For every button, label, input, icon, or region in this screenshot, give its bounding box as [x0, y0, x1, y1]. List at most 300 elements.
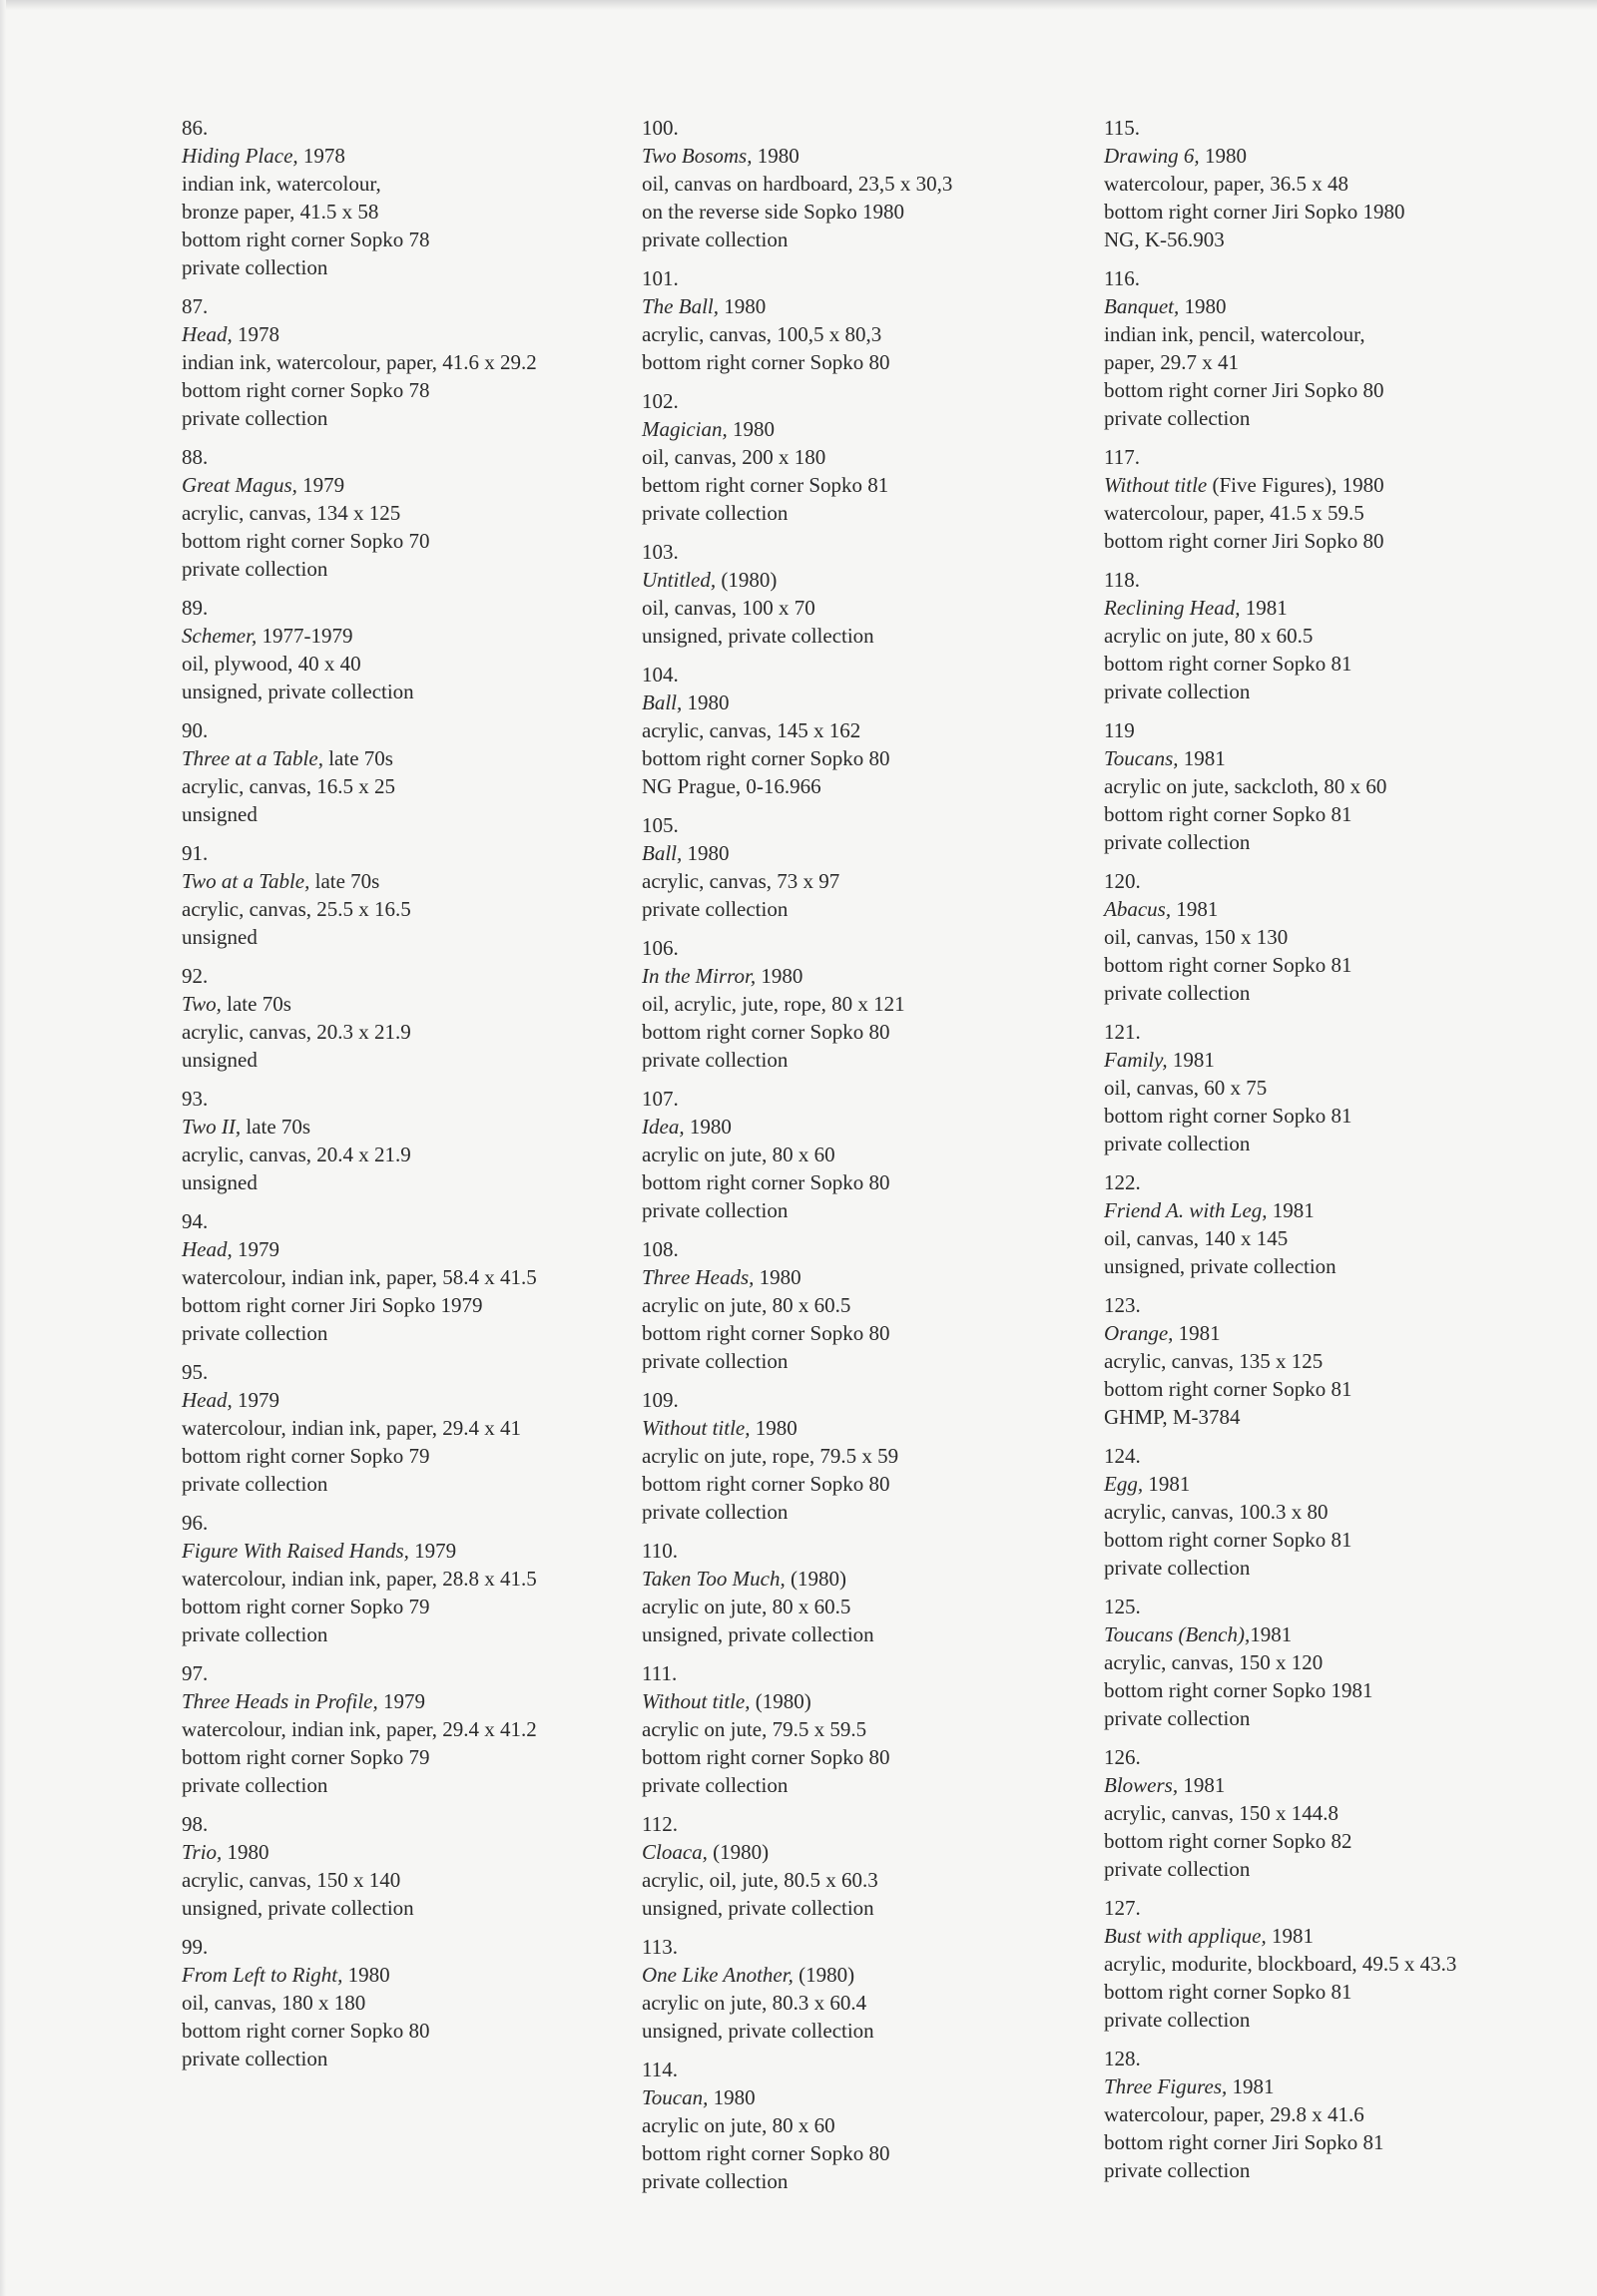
- catalogue-column-2: [642, 114, 1091, 2206]
- entry-title: Three Figures,: [1104, 2074, 1228, 2098]
- entry-number: 87.: [182, 294, 209, 318]
- entry-title-line: [1104, 895, 1593, 923]
- entry-date: 1980: [1199, 144, 1247, 168]
- entry-detail-line: oil, plywood, 40 x 40: [182, 652, 361, 676]
- entry-detail-line: private collection: [182, 255, 328, 279]
- entry-number: 92.: [182, 964, 209, 988]
- entry-detail-line: bottom right corner Jiri Sopko 80: [1104, 378, 1384, 402]
- entry-title-line: [642, 1687, 1091, 1715]
- entry-title: Magician,: [642, 417, 728, 441]
- entry-detail-line: unsigned: [182, 802, 258, 826]
- entry-detail-line: bottom right corner Jiri Sopko 1980: [1104, 200, 1405, 224]
- entry-detail-line: bottom right corner Sopko 81: [1104, 802, 1352, 826]
- catalogue-entry: [642, 1933, 1091, 2045]
- entry-title-line: [182, 744, 621, 772]
- entry-title: Blowers,: [1104, 1773, 1179, 1797]
- entry-detail-line: private collection: [1104, 830, 1251, 854]
- entry-date: (1980): [793, 1963, 855, 1987]
- catalogue-column-1: [182, 114, 621, 2083]
- entry-detail-line: bottom right corner Sopko 80: [642, 1020, 890, 1044]
- entry-detail-line: private collection: [642, 1048, 789, 1072]
- entry-number: 114.: [642, 2058, 678, 2081]
- catalogue-entry: [182, 839, 621, 951]
- entry-detail-line: acrylic, canvas, 73 x 97: [642, 869, 840, 893]
- entry-number: 98.: [182, 1812, 209, 1836]
- catalogue-entry: [182, 1933, 621, 2072]
- entry-detail-line: acrylic on jute, 79.5 x 59.5: [642, 1717, 867, 1741]
- entry-detail-line: private collection: [1104, 2158, 1251, 2182]
- entry-detail-line: bottom right corner Sopko 81: [1104, 1980, 1352, 2004]
- entry-detail-line: private collection: [642, 1500, 789, 1524]
- entry-title: Two at a Table,: [182, 869, 310, 893]
- entry-title-line: [182, 1961, 621, 1989]
- entry-title: Figure With Raised Hands,: [182, 1539, 409, 1563]
- entry-detail-line: private collection: [182, 1321, 328, 1345]
- entry-detail-line: acrylic, canvas, 134 x 125: [182, 501, 401, 525]
- entry-title-line: [182, 1386, 621, 1414]
- entry-detail-line: acrylic, canvas, 150 x 120: [1104, 1650, 1324, 1674]
- entry-date: 1980: [756, 964, 803, 988]
- entry-detail-line: bettom right corner Sopko 81: [642, 473, 889, 497]
- entry-detail-line: on the reverse side Sopko 1980: [642, 200, 905, 224]
- entry-date: 1980: [1179, 294, 1227, 318]
- catalogue-entry: [642, 264, 1091, 376]
- entry-number: 95.: [182, 1360, 209, 1384]
- entry-detail-line: unsigned: [182, 925, 258, 949]
- catalogue-entry: [1104, 114, 1593, 253]
- entry-title-line: [182, 1537, 621, 1565]
- entry-title-line: [642, 415, 1091, 443]
- entry-number: 100.: [642, 116, 679, 140]
- entry-title: Two,: [182, 992, 222, 1016]
- entry-title-line: [1104, 292, 1593, 320]
- catalogue-entry: [642, 1235, 1091, 1375]
- catalogue-entry: [182, 1509, 621, 1648]
- entry-detail-line: bottom right corner Sopko 78: [182, 378, 430, 402]
- catalogue-entry: [642, 2056, 1091, 2195]
- entry-detail-line: private collection: [182, 1622, 328, 1646]
- entry-detail-line: bottom right corner Sopko 78: [182, 228, 430, 251]
- entry-date: late 70s: [322, 746, 393, 770]
- entry-title: Idea,: [642, 1115, 685, 1139]
- entry-detail-line: bottom right corner Sopko 80: [642, 1472, 890, 1496]
- entry-detail-line: unsigned, private collection: [182, 680, 414, 703]
- entry-detail-line: watercolour, indian ink, paper, 58.4 x 41.5: [182, 1265, 537, 1289]
- entry-number: 101.: [642, 266, 679, 290]
- entry-detail-line: acrylic on jute, 80.3 x 60.4: [642, 1991, 867, 2015]
- entry-detail-line: oil, canvas, 140 x 145: [1104, 1226, 1289, 1250]
- entry-date: 1981: [1143, 1472, 1191, 1496]
- catalogue-entry: [642, 387, 1091, 527]
- entry-date: (1980): [716, 568, 778, 592]
- entry-date: 1981: [1250, 1622, 1293, 1646]
- entry-number: 104.: [642, 663, 679, 687]
- catalogue-entry: [642, 1659, 1091, 1799]
- entry-detail-line: bottom right corner Sopko 81: [1104, 1528, 1352, 1552]
- entry-number: 126.: [1104, 1745, 1141, 1769]
- entry-title: Ball,: [642, 841, 683, 865]
- entry-detail-line: acrylic, canvas, 20.3 x 21.9: [182, 1020, 411, 1044]
- entry-detail-line: bottom right corner Sopko 70: [182, 529, 430, 553]
- catalogue-entry: [642, 661, 1091, 800]
- catalogue-entry: [1104, 264, 1593, 432]
- entry-detail-line: acrylic, canvas, 145 x 162: [642, 718, 861, 742]
- entry-date: 1981: [1167, 1048, 1215, 1072]
- entry-detail-line: acrylic, canvas, 25.5 x 16.5: [182, 897, 411, 921]
- entry-number: 124.: [1104, 1444, 1141, 1468]
- entry-title-line: [642, 839, 1091, 867]
- entry-date: 1981: [1240, 596, 1288, 620]
- entry-number: 103.: [642, 540, 679, 564]
- entry-detail-line: private collection: [642, 1349, 789, 1373]
- entry-date: 1980: [682, 690, 730, 714]
- entry-detail-line: bottom right corner Sopko 80: [642, 1321, 890, 1345]
- catalogue-entry: [642, 1085, 1091, 1224]
- catalogue-entry: [182, 962, 621, 1074]
- entry-detail-line: acrylic on jute, 80 x 60.5: [642, 1293, 851, 1317]
- entry-detail-line: acrylic on jute, sackcloth, 80 x 60: [1104, 774, 1387, 798]
- entry-number: 128.: [1104, 2047, 1141, 2070]
- catalogue-entry: [182, 1085, 621, 1196]
- entry-title: Toucans,: [1104, 746, 1179, 770]
- entry-detail-line: unsigned: [182, 1048, 258, 1072]
- entry-detail-line: private collection: [642, 1773, 789, 1797]
- catalogue-entry: [1104, 443, 1593, 555]
- entry-detail-line: indian ink, pencil, watercolour,: [1104, 322, 1365, 346]
- entry-detail-line: private collection: [642, 501, 789, 525]
- catalogue-entry: [182, 1358, 621, 1498]
- entry-date: 1980: [754, 1265, 801, 1289]
- entry-title-line: [1104, 1771, 1593, 1799]
- entry-detail-line: oil, canvas, 180 x 180: [182, 1991, 366, 2015]
- entry-detail-line: acrylic, oil, jute, 80.5 x 60.3: [642, 1868, 878, 1892]
- entry-detail-line: acrylic on jute, 80 x 60: [642, 1143, 835, 1166]
- entry-title-line: [1104, 744, 1593, 772]
- entry-number: 102.: [642, 389, 679, 413]
- entry-detail-line: bottom right corner Sopko 81: [1104, 652, 1352, 676]
- entry-detail-line: acrylic on jute, 80 x 60: [642, 2113, 835, 2137]
- entry-detail-line: bottom right corner Sopko 79: [182, 1444, 430, 1468]
- entry-detail-line: acrylic, canvas, 150 x 144.8: [1104, 1801, 1339, 1825]
- entry-title-line: [642, 689, 1091, 716]
- entry-detail-line: NG Prague, 0-16.966: [642, 774, 821, 798]
- entry-detail-line: bottom right corner Jiri Sopko 1979: [182, 1293, 483, 1317]
- catalogue-entry: [1104, 1894, 1593, 2034]
- entry-detail-line: NG, K-56.903: [1104, 228, 1225, 251]
- entry-date: 1978: [232, 322, 279, 346]
- entry-number: 105.: [642, 813, 679, 837]
- entry-title: Friend A. with Leg,: [1104, 1198, 1268, 1222]
- entry-number: 125.: [1104, 1595, 1141, 1618]
- catalogue-entry: [642, 934, 1091, 1074]
- entry-title-line: [642, 292, 1091, 320]
- entry-title-line: [182, 471, 621, 499]
- entry-number: 121.: [1104, 1020, 1141, 1044]
- entry-title-line: [1104, 142, 1593, 170]
- entry-date: 1977-1979: [257, 624, 353, 648]
- entry-date: 1979: [408, 1539, 457, 1563]
- entry-title: Head,: [182, 322, 233, 346]
- entry-title-line: [1104, 1620, 1593, 1648]
- entry-detail-line: bottom right corner Sopko 81: [1104, 953, 1352, 977]
- entry-title: Hiding Place,: [182, 144, 298, 168]
- entry-title: The Ball,: [642, 294, 719, 318]
- entry-title: Two II,: [182, 1115, 242, 1139]
- entry-number: 90.: [182, 718, 209, 742]
- entry-title-line: [642, 962, 1091, 990]
- entry-title: Head,: [182, 1388, 233, 1412]
- catalogue-entry: [182, 292, 621, 432]
- entry-date: (Five Figures), 1980: [1207, 473, 1384, 497]
- entry-date: 1979: [377, 1689, 426, 1713]
- entry-date: 1981: [1266, 1924, 1314, 1948]
- entry-title: Taken Too Much,: [642, 1567, 786, 1591]
- entry-title: Toucans (Bench),: [1104, 1622, 1251, 1646]
- entry-detail-line: watercolour, paper, 29.8 x 41.6: [1104, 2102, 1364, 2126]
- entry-detail-line: oil, canvas, 150 x 130: [1104, 925, 1289, 949]
- entry-detail-line: acrylic on jute, rope, 79.5 x 59: [642, 1444, 899, 1468]
- catalogue-entry: [642, 114, 1091, 253]
- entry-detail-line: bottom right corner Jiri Sopko 81: [1104, 2130, 1384, 2154]
- entry-title: From Left to Right,: [182, 1963, 343, 1987]
- entry-date: (1980): [707, 1840, 770, 1864]
- entry-title: Family,: [1104, 1048, 1168, 1072]
- entry-date: 1979: [232, 1388, 279, 1412]
- catalogue-entry: [642, 1386, 1091, 1526]
- entry-detail-line: bottom right corner Sopko 80: [642, 1745, 890, 1769]
- entry-title: Without title: [1104, 473, 1208, 497]
- entry-title: Three Heads,: [642, 1265, 755, 1289]
- entry-detail-line: private collection: [182, 2047, 328, 2070]
- entry-date: 1981: [1171, 897, 1219, 921]
- entry-number: 127.: [1104, 1896, 1141, 1920]
- entry-detail-line: bottom right corner Sopko 79: [182, 1745, 430, 1769]
- entry-number: 106.: [642, 936, 679, 960]
- entry-detail-line: private collection: [182, 1773, 328, 1797]
- catalogue-entry: [642, 538, 1091, 650]
- scan-left-edge: [0, 0, 6, 2296]
- entry-detail-line: paper, 29.7 x 41: [1104, 350, 1240, 374]
- entry-title: Three at a Table,: [182, 746, 323, 770]
- entry-detail-line: unsigned, private collection: [642, 1896, 874, 1920]
- entry-title-line: [1104, 1046, 1593, 1074]
- entry-date: late 70s: [241, 1115, 311, 1139]
- entry-title: Egg,: [1104, 1472, 1144, 1496]
- entry-title-line: [182, 320, 621, 348]
- entry-number: 119: [1104, 718, 1135, 742]
- entry-number: 113.: [642, 1935, 678, 1959]
- entry-date: 1981: [1227, 2074, 1275, 2098]
- catalogue-entry: [1104, 566, 1593, 705]
- entry-title: Reclining Head,: [1104, 596, 1241, 620]
- entry-title-line: [182, 142, 621, 170]
- entry-number: 89.: [182, 596, 209, 620]
- entry-detail-line: bottom right corner Jiri Sopko 80: [1104, 529, 1384, 553]
- entry-title: Trio,: [182, 1840, 223, 1864]
- entry-detail-line: acrylic, canvas, 100,5 x 80,3: [642, 322, 882, 346]
- entry-detail-line: oil, canvas on hardboard, 23,5 x 30,3: [642, 172, 953, 196]
- entry-date: 1980: [708, 2085, 756, 2109]
- entry-date: 1980: [222, 1840, 269, 1864]
- entry-detail-line: acrylic, canvas, 135 x 125: [1104, 1349, 1324, 1373]
- entry-detail-line: acrylic, modurite, blockboard, 49.5 x 43.3: [1104, 1952, 1457, 1976]
- entry-title-line: [1104, 594, 1593, 622]
- entry-title: Drawing 6,: [1104, 144, 1200, 168]
- entry-title: Head,: [182, 1237, 233, 1261]
- entry-detail-line: private collection: [1104, 1706, 1251, 1730]
- entry-title: Abacus,: [1104, 897, 1172, 921]
- entry-detail-line: private collection: [1104, 1132, 1251, 1155]
- entry-detail-line: oil, canvas, 200 x 180: [642, 445, 826, 469]
- entry-detail-line: private collection: [1104, 981, 1251, 1005]
- entry-detail-line: bottom right corner Sopko 79: [182, 1595, 430, 1618]
- entry-detail-line: acrylic on jute, 80 x 60.5: [642, 1595, 851, 1618]
- entry-number: 99.: [182, 1935, 209, 1959]
- entry-detail-line: bottom right corner Sopko 81: [1104, 1377, 1352, 1401]
- entry-title-line: [642, 1113, 1091, 1141]
- entry-title-line: [1104, 1922, 1593, 1950]
- entry-title-line: [642, 142, 1091, 170]
- catalogue-entry: [1104, 867, 1593, 1007]
- entry-detail-line: acrylic on jute, 80 x 60.5: [1104, 624, 1314, 648]
- entry-title-line: [642, 566, 1091, 594]
- entry-title: Without title,: [642, 1689, 751, 1713]
- entry-detail-line: unsigned, private collection: [642, 2019, 874, 2043]
- entry-date: 1980: [719, 294, 767, 318]
- entry-number: 91.: [182, 841, 209, 865]
- entry-date: late 70s: [309, 869, 380, 893]
- entry-number: 109.: [642, 1388, 679, 1412]
- entry-date: 1980: [684, 1115, 732, 1139]
- entry-detail-line: private collection: [642, 897, 789, 921]
- entry-number: 122.: [1104, 1170, 1141, 1194]
- entry-detail-line: bottom right corner Sopko 81: [1104, 1104, 1352, 1128]
- entry-title-line: [182, 1687, 621, 1715]
- entry-number: 120.: [1104, 869, 1141, 893]
- entry-number: 117.: [1104, 445, 1140, 469]
- entry-title: Schemer,: [182, 624, 258, 648]
- catalogue-entry: [182, 1810, 621, 1922]
- entry-detail-line: indian ink, watercolour,: [182, 172, 381, 196]
- entry-title-line: [1104, 1470, 1593, 1498]
- entry-title: Great Magus,: [182, 473, 297, 497]
- entry-detail-line: private collection: [1104, 2008, 1251, 2032]
- entry-detail-line: unsigned, private collection: [642, 1622, 874, 1646]
- entry-title-line: [182, 1113, 621, 1141]
- entry-number: 94.: [182, 1209, 209, 1233]
- entry-number: 115.: [1104, 116, 1140, 140]
- entry-detail-line: private collection: [182, 557, 328, 581]
- entry-number: 123.: [1104, 1293, 1141, 1317]
- entry-date: 1980: [752, 144, 799, 168]
- entry-date: 1980: [342, 1963, 390, 1987]
- entry-date: 1980: [682, 841, 730, 865]
- entry-number: 108.: [642, 1237, 679, 1261]
- catalogue-entry: [1104, 1018, 1593, 1157]
- catalogue-entry: [642, 1810, 1091, 1922]
- entry-detail-line: bottom right corner Sopko 82: [1104, 1829, 1352, 1853]
- entry-number: 111.: [642, 1661, 678, 1685]
- entry-number: 86.: [182, 116, 209, 140]
- entry-title: In the Mirror,: [642, 964, 757, 988]
- entry-detail-line: acrylic, canvas, 100.3 x 80: [1104, 1500, 1329, 1524]
- entry-detail-line: acrylic, canvas, 20.4 x 21.9: [182, 1143, 411, 1166]
- entry-detail-line: unsigned, private collection: [642, 624, 874, 648]
- catalogue-entry: [642, 811, 1091, 923]
- entry-title-line: [642, 1838, 1091, 1866]
- entry-detail-line: watercolour, indian ink, paper, 29.4 x 41.2: [182, 1717, 537, 1741]
- entry-detail-line: private collection: [1104, 680, 1251, 703]
- entry-date: 1980: [727, 417, 775, 441]
- entry-detail-line: private collection: [642, 1198, 789, 1222]
- entry-title: Two Bosoms,: [642, 144, 753, 168]
- entry-title: Three Heads in Profile,: [182, 1689, 378, 1713]
- catalogue-column-3: [1104, 114, 1593, 2195]
- entry-date: (1980): [785, 1567, 846, 1591]
- entry-detail-line: private collection: [1104, 1556, 1251, 1580]
- catalogue-entry: [1104, 1442, 1593, 1582]
- catalogue-entry: [182, 114, 621, 281]
- entry-detail-line: unsigned: [182, 1170, 258, 1194]
- entry-detail-line: unsigned, private collection: [182, 1896, 414, 1920]
- entry-detail-line: bottom right corner Sopko 80: [642, 746, 890, 770]
- entry-title-line: [642, 1961, 1091, 1989]
- entry-number: 107.: [642, 1087, 679, 1111]
- entry-title: Cloaca,: [642, 1840, 708, 1864]
- entry-detail-line: bottom right corner Sopko 80: [642, 2141, 890, 2165]
- catalogue-entry: [642, 1537, 1091, 1648]
- entry-detail-line: indian ink, watercolour, paper, 41.6 x 29.2: [182, 350, 537, 374]
- entry-detail-line: watercolour, paper, 41.5 x 59.5: [1104, 501, 1364, 525]
- entry-number: 97.: [182, 1661, 209, 1685]
- entry-date: late 70s: [221, 992, 291, 1016]
- entry-title: Toucan,: [642, 2085, 709, 2109]
- entry-date: 1979: [296, 473, 345, 497]
- entry-date: 1981: [1267, 1198, 1315, 1222]
- entry-detail-line: private collection: [642, 2169, 789, 2193]
- entry-detail-line: oil, canvas, 100 x 70: [642, 596, 815, 620]
- entry-number: 88.: [182, 445, 209, 469]
- catalogue-entry: [182, 1659, 621, 1799]
- entry-title-line: [182, 867, 621, 895]
- entry-date: 1981: [1178, 746, 1226, 770]
- entry-title-line: [1104, 471, 1593, 499]
- entry-detail-line: bottom right corner Sopko 1981: [1104, 1678, 1373, 1702]
- catalogue-entry: [182, 594, 621, 705]
- entry-number: 93.: [182, 1087, 209, 1111]
- catalogue-entry: [1104, 1743, 1593, 1883]
- entry-detail-line: acrylic, canvas, 16.5 x 25: [182, 774, 396, 798]
- entry-number: 112.: [642, 1812, 678, 1836]
- entry-detail-line: oil, canvas, 60 x 75: [1104, 1076, 1268, 1100]
- catalogue-entry: [1104, 1291, 1593, 1431]
- entry-title-line: [182, 1838, 621, 1866]
- entry-title-line: [182, 990, 621, 1018]
- catalogue-entry: [182, 443, 621, 583]
- entry-title-line: [1104, 2072, 1593, 2100]
- entry-title-line: [642, 1565, 1091, 1593]
- entry-detail-line: bottom right corner Sopko 80: [182, 2019, 430, 2043]
- entry-detail-line: bottom right corner Sopko 80: [642, 350, 890, 374]
- entry-title-line: [642, 1263, 1091, 1291]
- entry-detail-line: oil, acrylic, jute, rope, 80 x 121: [642, 992, 905, 1016]
- entry-date: 1981: [1173, 1321, 1221, 1345]
- entry-detail-line: private collection: [182, 406, 328, 430]
- entry-number: 116.: [1104, 266, 1140, 290]
- entry-detail-line: watercolour, indian ink, paper, 29.4 x 41: [182, 1416, 522, 1440]
- catalogue-entry: [1104, 2045, 1593, 2184]
- entry-detail-line: bronze paper, 41.5 x 58: [182, 200, 379, 224]
